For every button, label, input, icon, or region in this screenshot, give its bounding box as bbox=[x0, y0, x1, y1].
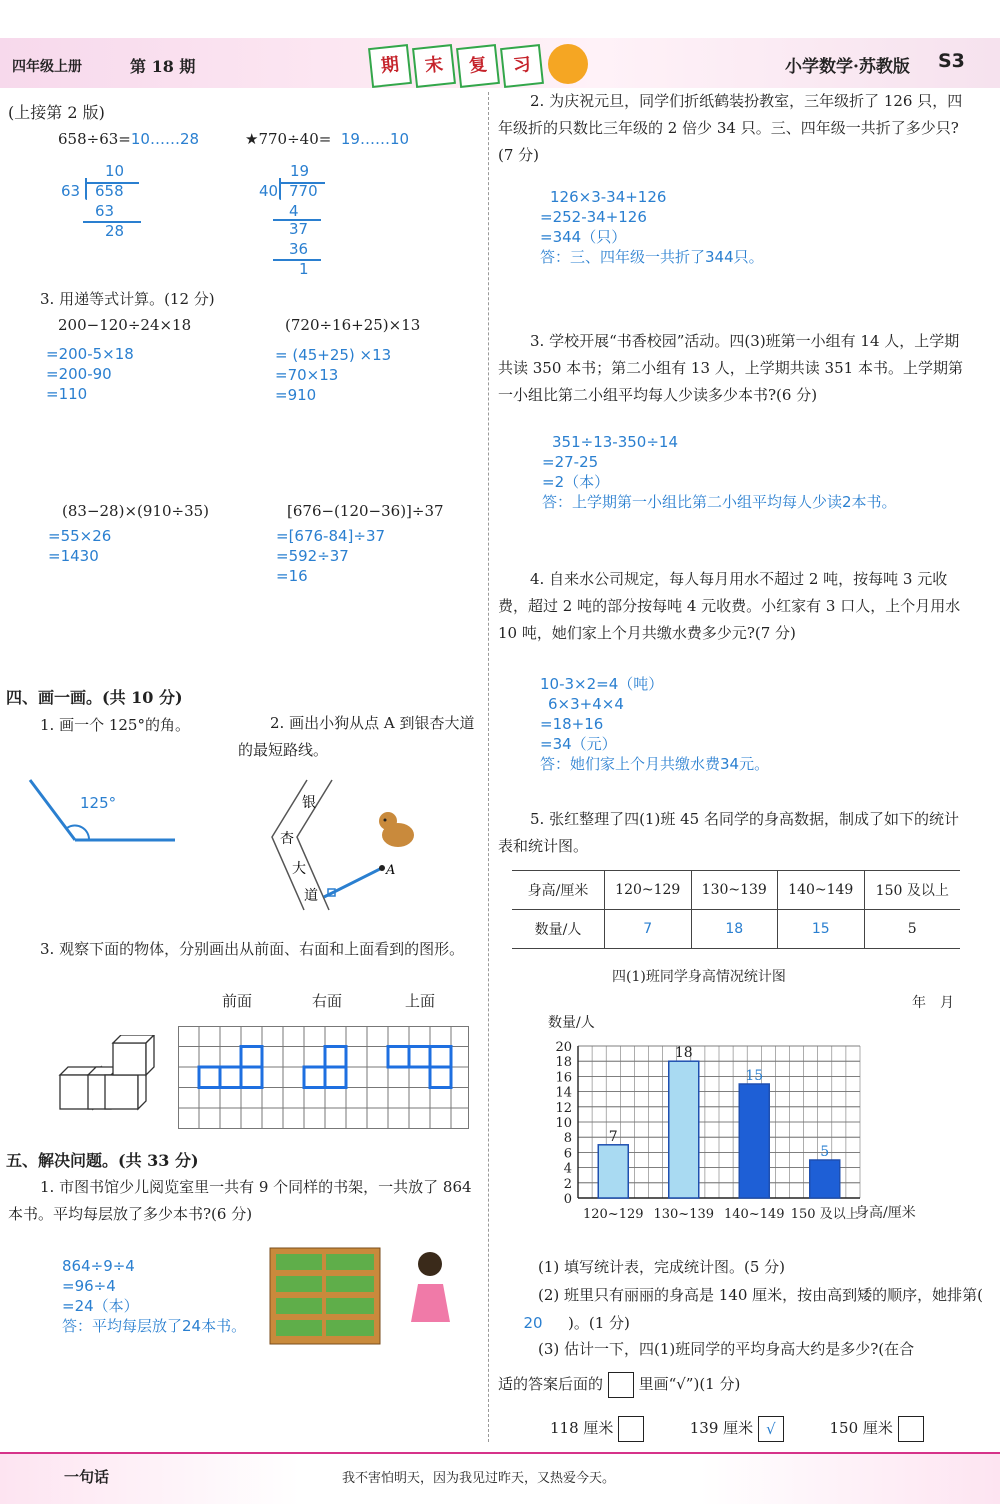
road-char-2: 杏 bbox=[280, 831, 294, 847]
height-stat-table bbox=[512, 870, 960, 949]
bar-120~129 bbox=[598, 1145, 628, 1198]
option-118: 118 厘米 bbox=[550, 1419, 614, 1437]
road-char-1: 银 bbox=[302, 795, 316, 811]
div2-step2: 37 bbox=[289, 220, 309, 238]
p4-steps: 10-3×2=4（吨） 6×3+4×4 =18+16 =34（元） 答：她们家上个月共缴水费34元。 bbox=[540, 675, 770, 773]
div2-dividend: 770 bbox=[289, 182, 318, 200]
view-top-label: 上面 bbox=[405, 992, 436, 1010]
dog-route-map bbox=[262, 775, 437, 915]
view-grid bbox=[178, 1026, 470, 1130]
bar-value-label: 18 bbox=[674, 1045, 693, 1062]
bookshelf-girl-illustration bbox=[268, 1244, 473, 1349]
table-range-1: 120~129 bbox=[605, 871, 692, 910]
table-count-3: 15 bbox=[778, 910, 865, 949]
road-char-4: 道 bbox=[304, 888, 318, 904]
calc1-problem: 200−120÷24×18 bbox=[58, 316, 192, 334]
y-tick-label: 10 bbox=[555, 1116, 572, 1131]
option-139-checkbox[interactable]: √ bbox=[758, 1416, 784, 1442]
bar-140~149 bbox=[739, 1084, 769, 1198]
calc4-steps: =[676-84]÷37 =592÷37 =16 bbox=[276, 527, 386, 585]
option-150-checkbox[interactable] bbox=[898, 1416, 924, 1442]
draw1-question: 1. 画一个 125°的角。 bbox=[40, 716, 190, 734]
continued-note: (上接第 2 版) bbox=[8, 103, 105, 122]
table-range-2: 130~139 bbox=[691, 871, 778, 910]
calc4-problem: [676−(120−36)]÷37 bbox=[287, 502, 444, 520]
bar-value-label: 7 bbox=[608, 1128, 618, 1145]
div1-expression: 658÷63= bbox=[58, 130, 131, 148]
tag-3: 复 bbox=[456, 44, 500, 88]
view-right-label: 右面 bbox=[312, 992, 343, 1010]
x-tick-label: 130~139 bbox=[653, 1207, 715, 1222]
y-tick-label: 12 bbox=[555, 1100, 572, 1116]
bar-value-label: 5 bbox=[820, 1144, 830, 1160]
tag-2: 末 bbox=[412, 44, 456, 88]
div1-quotient: 10 bbox=[105, 162, 125, 180]
angle-label: 125° bbox=[80, 794, 117, 812]
issue-label: 第 18 期 bbox=[130, 57, 196, 76]
x-tick-label: 150 及以上 bbox=[790, 1207, 859, 1222]
div1-divisor: 63 bbox=[61, 182, 81, 200]
div2-remainder: 1 bbox=[299, 260, 309, 278]
calc2-problem: (720÷16+25)×13 bbox=[285, 316, 421, 334]
y-tick-label: 14 bbox=[555, 1085, 572, 1101]
table-range-4: 150 及以上 bbox=[864, 871, 960, 910]
table-row-label: 数量/人 bbox=[512, 910, 605, 949]
sub2-answer: 20 bbox=[523, 1314, 543, 1332]
y-tick-label: 0 bbox=[563, 1192, 572, 1207]
calc2-steps: = (45+25) ×13 =70×13 =910 bbox=[275, 346, 392, 404]
div2-answer: 19……10 bbox=[340, 130, 410, 148]
p1-steps: 864÷9÷4 =96÷4 =24（本） 答：平均每层放了24本书。 bbox=[62, 1257, 247, 1335]
chart-ylabel: 数量/人 bbox=[548, 1015, 595, 1031]
option-139: 139 厘米 bbox=[689, 1419, 754, 1437]
sub1-question: (1) 填写统计表，完成统计图。(5 分) bbox=[538, 1258, 786, 1276]
calc3-steps: =55×26 =1430 bbox=[48, 527, 112, 565]
chart-title: 四(1)班同学身高情况统计图 bbox=[612, 969, 786, 985]
p3-steps: 351÷13-350÷14 =27-25 =2（本） 答：上学期第一小组比第二小组平均每人少读2本书。 bbox=[542, 433, 897, 511]
y-tick-label: 20 bbox=[555, 1040, 572, 1055]
sub2-end: )。(1 分) bbox=[568, 1314, 630, 1332]
sub3-question-line2: 适的答案后面的 bbox=[498, 1375, 604, 1393]
bar-value-label: 15 bbox=[745, 1068, 764, 1084]
div1-step: 63 bbox=[95, 202, 115, 220]
point-a-label: A bbox=[386, 863, 396, 878]
div2-step3: 36 bbox=[289, 240, 309, 258]
section4-title: 四、画一画。(共 10 分) bbox=[6, 688, 183, 707]
div1-dividend: 658 bbox=[95, 182, 124, 200]
sample-checkbox bbox=[608, 1372, 634, 1398]
column-divider bbox=[488, 92, 489, 1442]
chart-date-label: 年 月 bbox=[912, 995, 954, 1011]
x-tick-label: 120~129 bbox=[582, 1207, 644, 1222]
table-count-1: 7 bbox=[605, 910, 692, 949]
bar-130~139 bbox=[669, 1061, 699, 1198]
table-range-3: 140~149 bbox=[778, 871, 865, 910]
p2-question: 2. 为庆祝元旦，同学们折纸鹤装扮教室，三年级折了 126 只，四年级折的只数比三年级的 2 倍少 34 只。三、四年级一共折了多少只?(7 分) bbox=[498, 92, 963, 164]
footer-label: 一句话 bbox=[64, 1468, 110, 1486]
y-tick-label: 18 bbox=[555, 1055, 572, 1071]
long-division-2 bbox=[255, 160, 365, 280]
long-division-1 bbox=[55, 160, 165, 260]
p4-question: 4. 自来水公司规定，每人每月用水不超过 2 吨，按每吨 3 元收费，超过 2 吨的部分按每吨 4 元收费。小红家有 3 口人，上个月用水 10 吨，她们家上个月共缴水费多少元?(7 分) bbox=[498, 570, 961, 642]
q3-title: 3. 用递等式计算。(12 分) bbox=[40, 290, 215, 308]
subject-label: 小学数学·苏教版 bbox=[785, 57, 910, 77]
tiger-mascot-icon bbox=[548, 44, 588, 84]
div2-expression: ★770÷40= bbox=[245, 130, 332, 148]
draw2-question: 2. 画出小狗从点 A 到银杏大道的最短路线。 bbox=[238, 714, 475, 759]
table-count-2: 18 bbox=[691, 910, 778, 949]
div1-remainder: 28 bbox=[105, 222, 125, 240]
x-tick-label: 140~149 bbox=[723, 1207, 785, 1222]
div1-answer: 10……28 bbox=[130, 130, 200, 148]
y-tick-label: 6 bbox=[563, 1146, 572, 1162]
page-number: S3 bbox=[938, 50, 965, 72]
view-front-label: 前面 bbox=[222, 992, 253, 1010]
calc1-steps: =200-5×18 =200-90 =110 bbox=[46, 345, 134, 403]
p2-steps: 126×3-34+126 =252-34+126 =344（只） 答：三、四年级一共折了344只。 bbox=[540, 188, 764, 266]
calc3-problem: (83−28)×(910÷35) bbox=[62, 502, 210, 520]
dog-icon bbox=[379, 812, 414, 847]
y-tick-label: 8 bbox=[563, 1131, 572, 1147]
option-150: 150 厘米 bbox=[829, 1419, 893, 1437]
div2-quotient: 19 bbox=[290, 162, 310, 180]
cube-stack-drawing bbox=[55, 1035, 160, 1115]
tag-1: 期 bbox=[368, 44, 412, 88]
y-tick-label: 16 bbox=[555, 1070, 572, 1086]
div2-divisor: 40 bbox=[259, 182, 279, 200]
tag-4: 习 bbox=[500, 44, 544, 88]
height-bar-chart bbox=[540, 1030, 870, 1250]
road-char-3: 大 bbox=[292, 861, 306, 877]
section5-title: 五、解决问题。(共 33 分) bbox=[6, 1151, 199, 1170]
y-tick-label: 2 bbox=[563, 1176, 572, 1192]
angle-drawing bbox=[20, 770, 190, 850]
option-118-checkbox[interactable] bbox=[618, 1416, 644, 1442]
sub3-question-line3: 里画“√”)(1 分) bbox=[638, 1375, 741, 1393]
y-tick-label: 4 bbox=[563, 1161, 572, 1177]
p1-question: 1. 市图书馆少儿阅览室里一共有 9 个同样的书架，一共放了 864 本书。平均每层放了多少本书?(6 分) bbox=[8, 1178, 472, 1223]
grade-label: 四年级上册 bbox=[12, 59, 82, 75]
p5-question: 5. 张红整理了四(1)班 45 名同学的身高数据，制成了如下的统计表和统计图。 bbox=[498, 810, 959, 855]
draw3-question: 3. 观察下面的物体，分别画出从前面、右面和上面看到的图形。 bbox=[40, 940, 465, 958]
sub3-question-line1: (3) 估计一下，四(1)班同学的平均身高大约是多少?(在合 bbox=[538, 1340, 915, 1358]
sub2-question: (2) 班里只有丽丽的身高是 140 厘米，按由高到矮的顺序，她排第( bbox=[538, 1286, 984, 1304]
footer-quote: 我不害怕明天，因为我见过昨天，又热爱今天。 bbox=[342, 1471, 616, 1486]
bar-150 及以上 bbox=[810, 1160, 840, 1198]
p3-question: 3. 学校开展“书香校园”活动。四(3)班第一小组有 14 人，上学期共读 350 本书；第二小组有 13 人，上学期共读 351 本书。上学期第一小组比第二小组平均每人少读多少本书?(6 分) bbox=[498, 332, 963, 404]
chart-xlabel: 身高/厘米 bbox=[855, 1205, 916, 1221]
table-header-label: 身高/厘米 bbox=[512, 871, 605, 910]
div2-step1: 4 bbox=[289, 202, 299, 220]
table-count-4: 5 bbox=[864, 910, 960, 949]
